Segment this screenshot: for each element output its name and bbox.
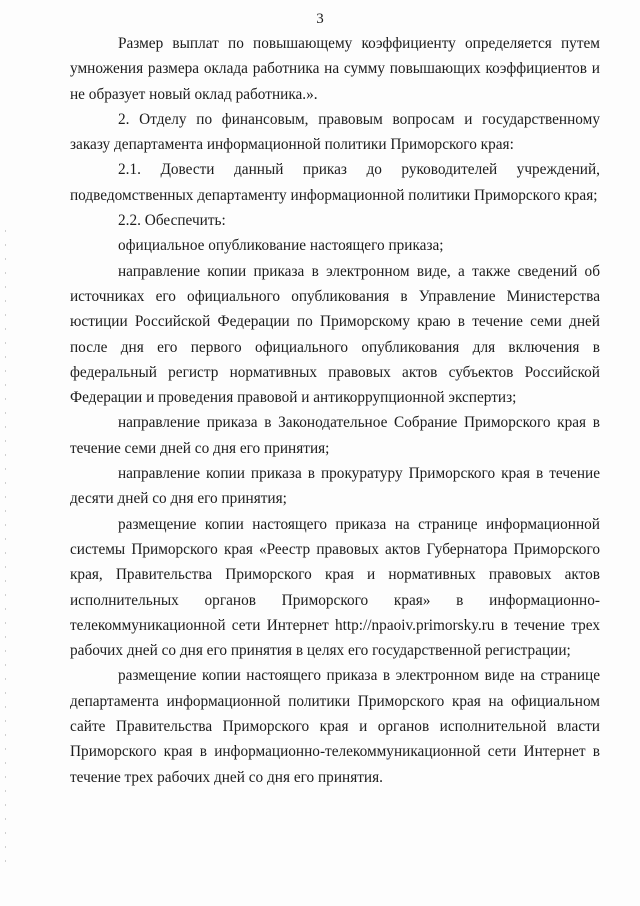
paragraph-item-2-2: 2.2. Обеспечить: <box>118 212 226 230</box>
paragraph-prosecutor: направление копии приказа в прокуратуру Приморского края в течение десяти дней со дня его принятия; <box>70 465 600 508</box>
paragraph-legal-registry: размещение копии настоящего приказа на странице информационной системы Приморского края «Реестр правовых актов Губернатора Приморского края, Правительства Приморского края и нормативных правовых актов исполнительных органов Приморского края» в информационно-телекоммуникационной сети Интернет http://npaoiv.primorsky.ru в течение трех рабочих дней со дня его принятия в целях его государственной регистрации; <box>70 515 600 660</box>
paragraph-official-publication: официальное опубликование настоящего приказа; <box>118 237 444 255</box>
paragraph-department-instruction: 2. Отделу по финансовым, правовым вопросам и государственному заказу департамента информационной политики Приморского края: <box>70 110 600 154</box>
paragraph-item-2-1: 2.1. Довести данный приказ до руководителей учреждений, подведомственных департаменту информационной политики Приморского края; <box>70 161 600 204</box>
paragraph-ministry-of-justice: направление копии приказа в электронном виде, а также сведений об источниках его официального опубликования в Управление Министерства юстиции Российской Федерации по Приморскому краю в течение семи дней после дня его первого официального опубликования для включения в федеральный регистр нормативных правовых актов субъектов Российской Федерации и проведения правовой и антикоррупционной экспертиз; <box>70 262 600 407</box>
paragraph-government-website: размещение копии настоящего приказа в электронном виде на странице департамента информационной политики Приморского края на официальном сайте Правительства Приморского края и органов исполнительной власти Приморского края в информационно-телекоммуникационной сети Интернет в течение трех рабочих дней со дня его принятия. <box>70 667 600 786</box>
document-body <box>70 31 600 790</box>
page-number: 3 <box>316 11 324 27</box>
paragraph-legislative-assembly: направление приказа в Законодательное Собрание Приморского края в течение семи дней со дня его принятия; <box>70 414 600 457</box>
scan-margin-artifact <box>5 230 6 870</box>
paragraph-payment-size: Размер выплат по повышающему коэффициенту определяется путем умножения размера оклада работника на сумму повышающих коэффициентов и не образует новый оклад работника.». <box>70 35 600 103</box>
